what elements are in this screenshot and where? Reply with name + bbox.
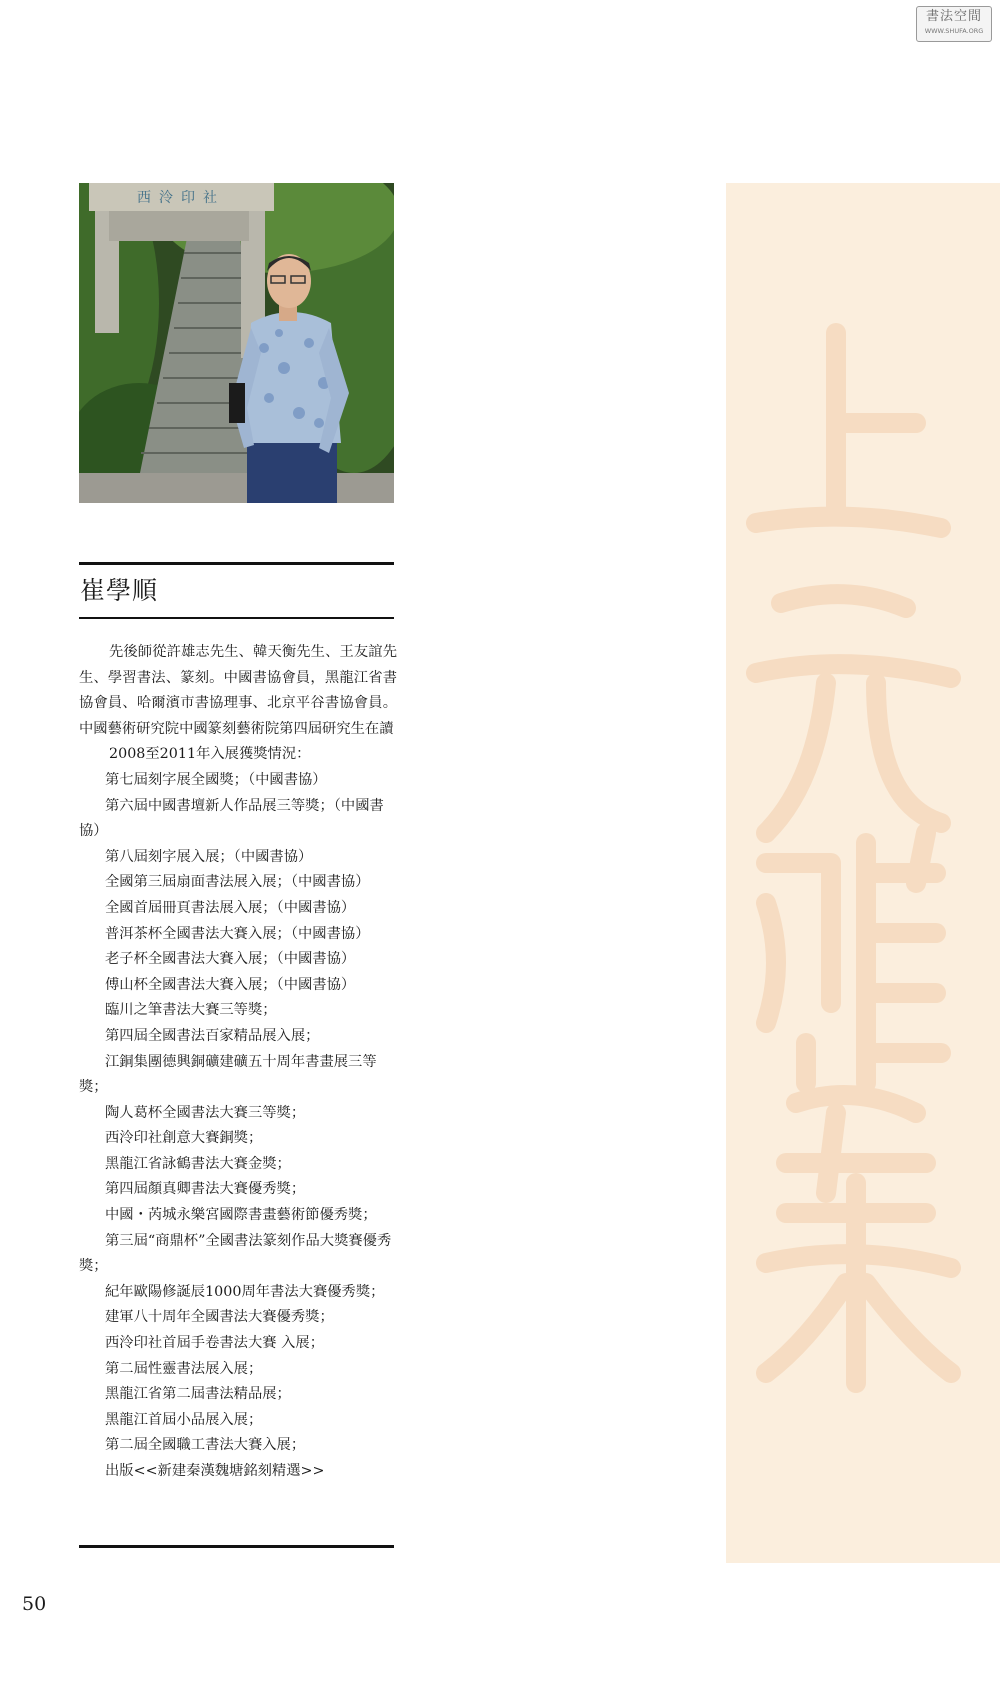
award-item: 第四屆顏真卿書法大賽優秀獎； xyxy=(105,1181,306,1198)
award-item: 西泠印社首屆手卷書法大賽 入展； xyxy=(105,1335,324,1352)
award-item: 普洱茶杯全國書法大賽入展；（中國書協） xyxy=(105,925,370,942)
award-item: 建軍八十周年全國書法大賽優秀獎； xyxy=(105,1309,334,1326)
biography xyxy=(79,640,397,1485)
awards-heading: 2008至2011年入展獲獎情況： xyxy=(109,746,311,763)
award-item: 中國・芮城永樂宮國際書畫藝術節優秀獎； xyxy=(105,1207,377,1224)
gate-inscription: 西泠印社 xyxy=(137,190,225,206)
award-item: 黑龍江省第二屆書法精品展； xyxy=(105,1386,291,1403)
award-item: 第二屆性靈書法展入展； xyxy=(105,1360,263,1377)
top-divider xyxy=(79,562,394,565)
award-item: 西泠印社創意大賽銅獎； xyxy=(105,1130,263,1147)
watermark-logo-text: 書法空間 xyxy=(925,9,982,24)
biography-intro: 先後師從許雄志先生、韓天衡先生、王友誼先生、學習書法、篆刻。中國書協會員，黑龍江省書協會員、哈爾濱市書協理事、北京平谷書協會員。中國藝術研究院中國篆刻藝術院第四屆研究生在讀 xyxy=(79,644,397,737)
artist-photo xyxy=(79,183,394,503)
award-item: 全國首屆冊頁書法展入展；（中國書協） xyxy=(105,899,356,916)
awards-list xyxy=(79,768,397,1485)
award-item: 出版<<新建秦漢魏塘銘刻精選>> xyxy=(105,1463,325,1479)
watermark-logo xyxy=(916,6,992,42)
name-divider xyxy=(79,617,394,619)
award-item: 臨川之筆書法大賽三等獎； xyxy=(105,1002,277,1019)
portrait-photo-icon xyxy=(79,183,394,503)
award-item: 第二屆全國職工書法大賽入展； xyxy=(105,1437,306,1454)
award-item: 第七屆刻字展全國獎；（中國書協） xyxy=(105,771,327,788)
award-item: 第四屆全國書法百家精品展入展； xyxy=(105,1027,320,1044)
award-item: 老子杯全國書法大賽入展；（中國書協） xyxy=(105,951,356,968)
award-item: 第六屆中國書壇新人作品展三等獎；（中國書協） xyxy=(79,797,384,840)
watermark-url: WWW.SHUFA.ORG xyxy=(924,27,984,35)
award-item: 黑龍江首屆小品展入展； xyxy=(105,1411,263,1428)
seal-script-title-icon xyxy=(726,183,1000,1563)
award-item: 黑龍江省詠鶴書法大賽金獎； xyxy=(105,1155,291,1172)
bottom-divider xyxy=(79,1545,394,1548)
award-item: 傅山杯全國書法大賽入展；（中國書協） xyxy=(105,976,356,993)
award-item: 第三屆“商鼎杯”全國書法篆刻作品大獎賽優秀獎； xyxy=(79,1232,392,1275)
artist-name: 崔學順 xyxy=(80,576,159,605)
page-number: 50 xyxy=(22,1593,47,1615)
award-item: 紀年歐陽修誕辰1000周年書法大賽優秀獎； xyxy=(105,1283,385,1300)
seal-script-title xyxy=(726,1563,727,1564)
award-item: 陶人葛杯全國書法大賽三等獎； xyxy=(105,1104,306,1121)
award-item: 全國第三屆扇面書法展入展；（中國書協） xyxy=(105,874,370,891)
award-item: 江銅集團德興銅礦建礦五十周年書畫展三等獎； xyxy=(79,1053,377,1096)
award-item: 第八屆刻字展入展；（中國書協） xyxy=(105,848,313,865)
seal-script-panel xyxy=(726,183,1000,1563)
